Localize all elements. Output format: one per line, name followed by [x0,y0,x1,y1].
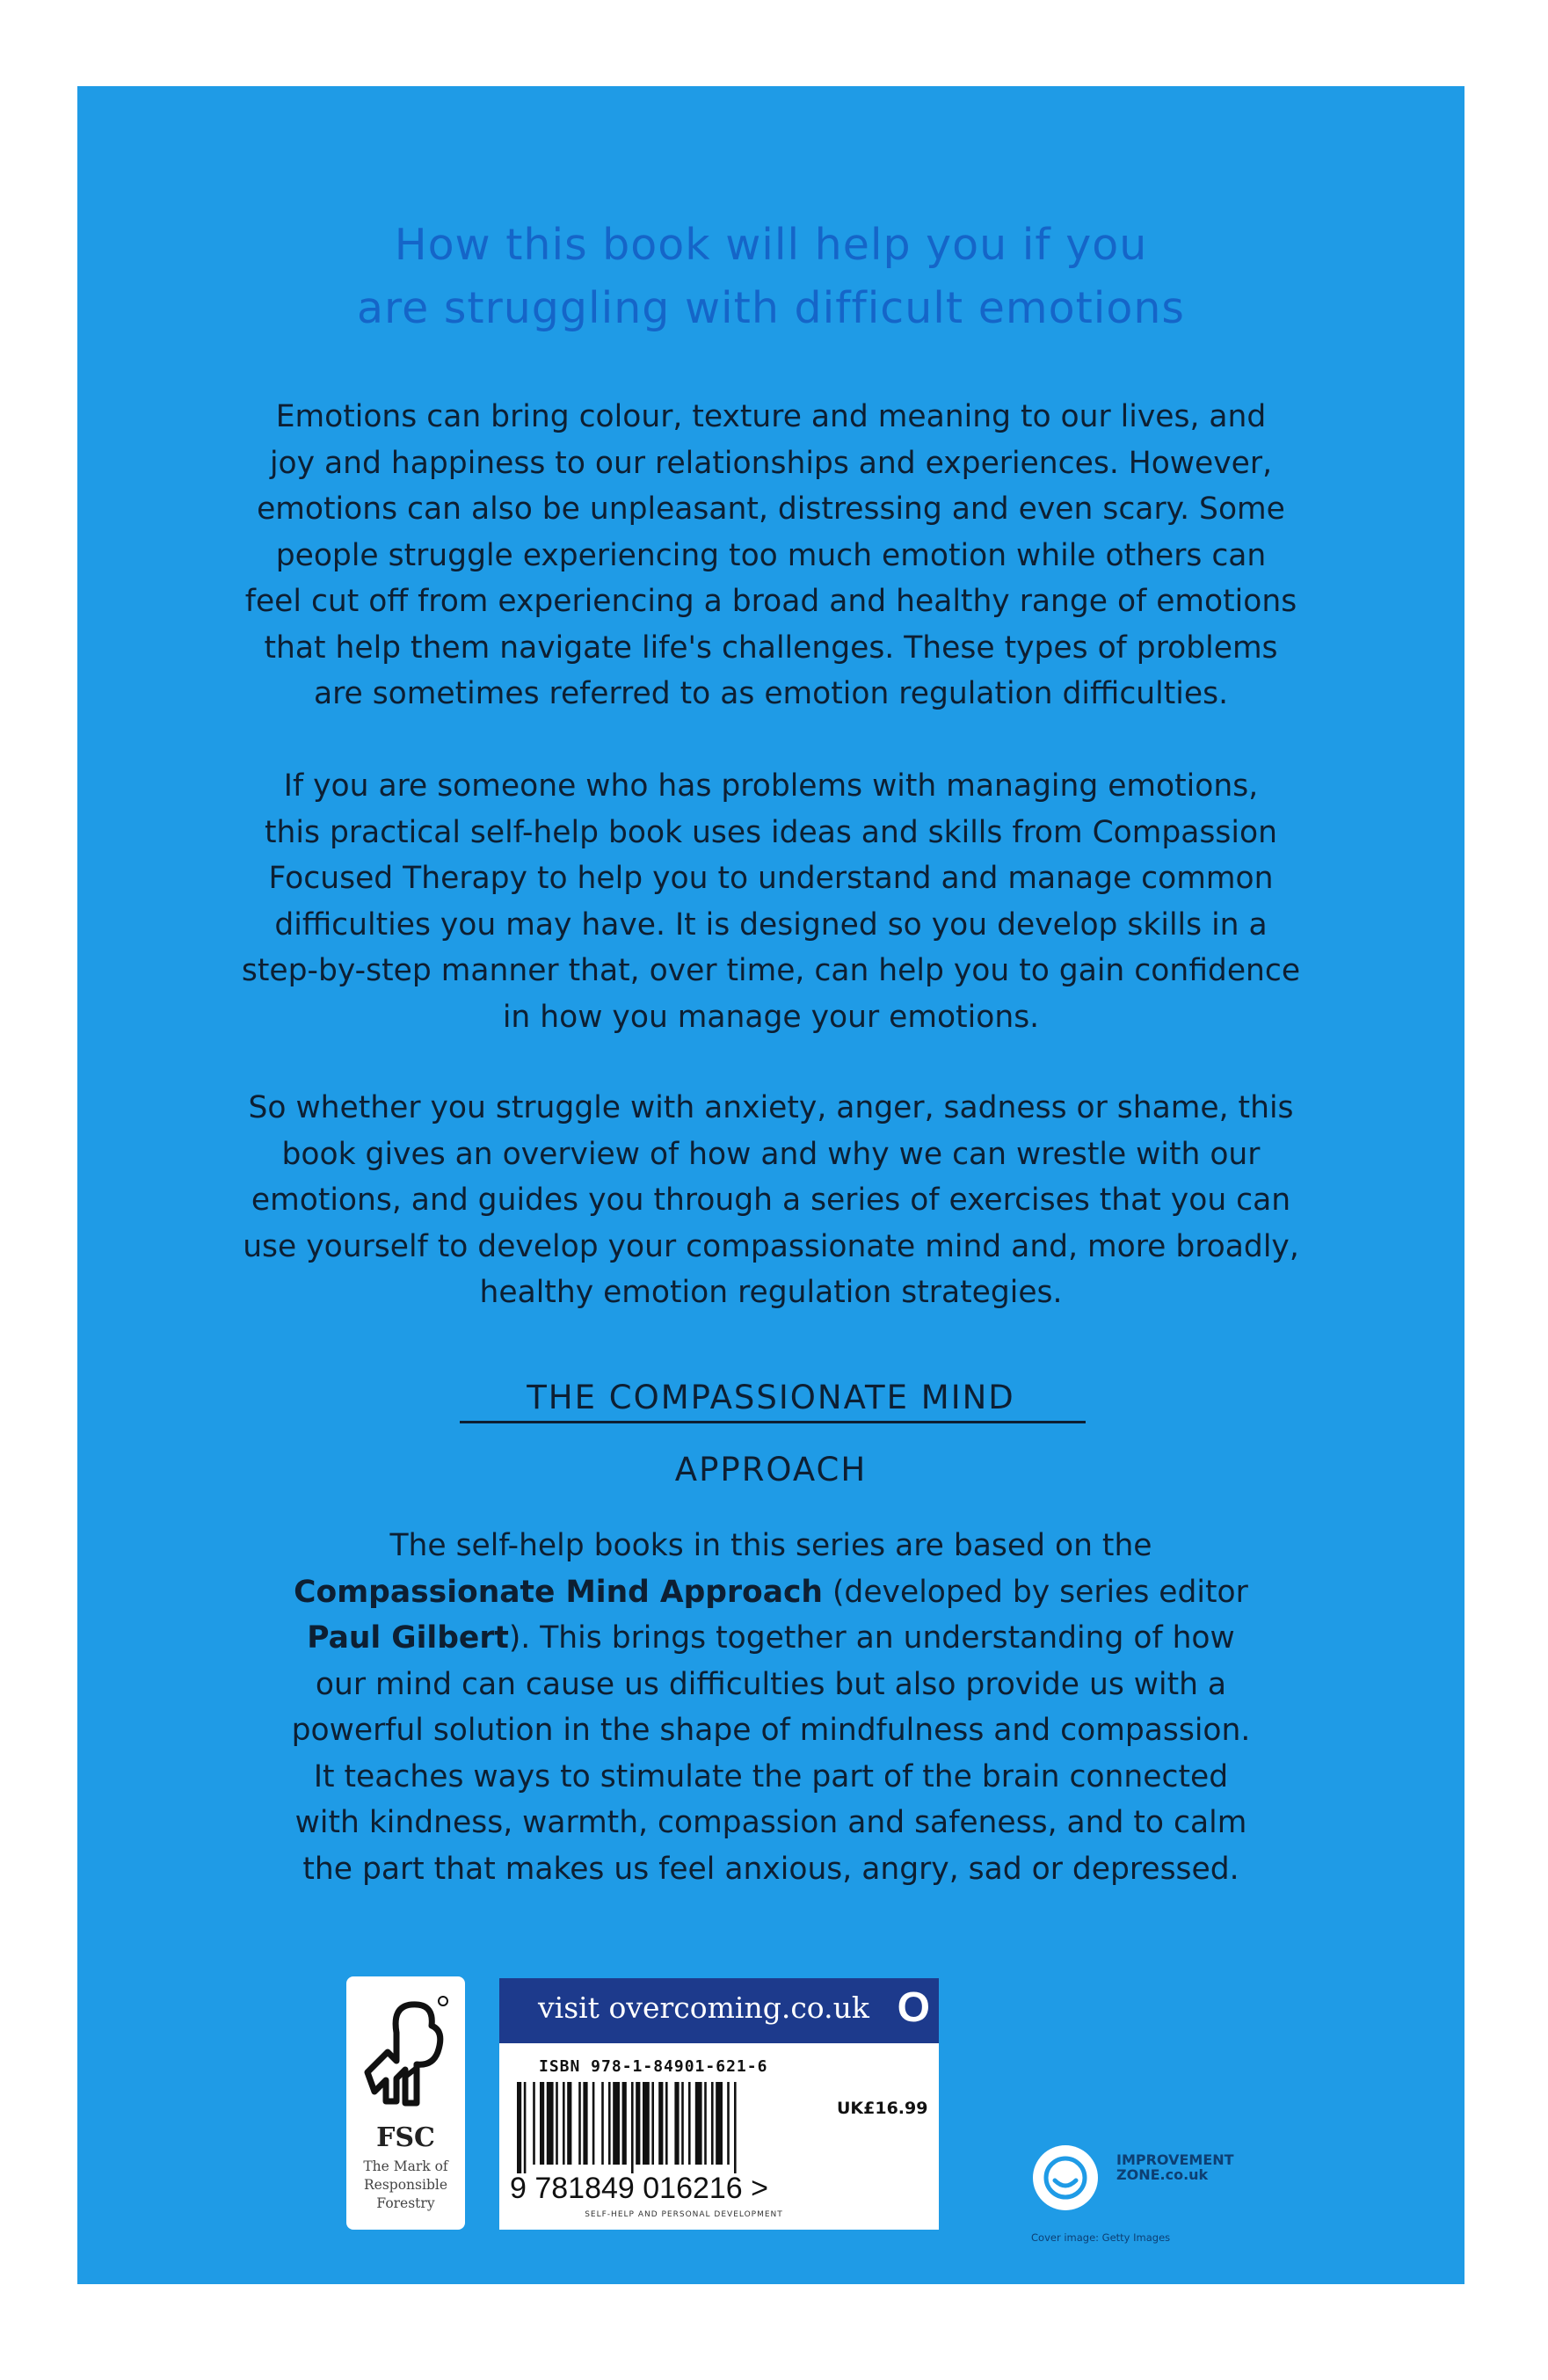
improvement-zone-line: IMPROVEMENT [1116,2151,1234,2168]
paragraph-line: the part that makes us feel anxious, angry, sad or depressed. [302,1851,1239,1887]
barcode-bar [651,2082,654,2165]
paragraph-line: our mind can cause us difficulties but also provide us with a [315,1666,1227,1702]
paragraph-line: If you are someone who has problems with managing emotions, [283,768,1259,804]
paragraph-line: powerful solution in the shape of mindfulness and compassion. [291,1713,1251,1748]
cover-image-credit: Cover image: Getty Images [1031,2231,1171,2244]
paragraph-line-rest: ). This brings together an understanding of how [508,1620,1235,1656]
fsc-mark-text [346,2158,465,2213]
barcode-bar [636,2082,640,2165]
barcode-bar [613,2082,620,2165]
paragraph-line [130,1615,1412,1662]
paragraph-line: Emotions can bring colour, texture and meaning to our lives, and [275,399,1267,434]
price-label: UK£16.99 [837,2099,928,2118]
bold-approach-name: Compassionate Mind Approach [294,1574,823,1610]
improvement-zone-line: ZONE.co.uk [1116,2166,1209,2183]
paragraph-line: step-by-step manner that, over time, can help you to gain confidence [241,953,1301,988]
paragraph-line: feel cut off from experiencing a broad and healthy range of emotions [244,584,1297,619]
fsc-text: FSC [376,2122,435,2153]
barcode-bar [631,2082,634,2173]
barcode-bar [556,2082,558,2165]
paragraph-line: use yourself to develop your compassionate mind and, more broadly, [243,1228,1299,1264]
paragraph-1 [130,394,1412,717]
heading-line-1: How this book will help you if you [394,220,1148,270]
barcode-bar [716,2082,723,2165]
bold-editor-name: Paul Gilbert [307,1620,509,1656]
barcode-bar [533,2082,535,2165]
barcode-bar [695,2082,702,2165]
paragraph-line [130,1569,1412,1616]
barcode-bar [517,2082,521,2173]
heading-line-2: are struggling with difficult emotions [357,283,1185,333]
improvement-zone-logo-icon [1031,2143,1100,2212]
barcode-bar [658,2082,663,2165]
barcode-bar [567,2082,571,2165]
paragraph-line: emotions can also be unpleasant, distressing and even scary. Some [257,491,1285,527]
barcode-bar [674,2082,679,2165]
barcode-bar [601,2082,604,2165]
barcode-bar [563,2082,565,2165]
publisher-mark: O [897,1984,930,2031]
barcode-bar [622,2082,627,2165]
barcode-bar [583,2082,587,2165]
fsc-tree-icon [357,1989,454,2116]
paragraph-line: difficulties you may have. It is designed so you develop skills in a [274,906,1268,943]
fsc-mark-line: Responsible [364,2177,447,2193]
category-text: SELF-HELP AND PERSONAL DEVELOPMENT [585,2210,783,2219]
paragraph-line: emotions, and guides you through a series of exercises that you can [251,1183,1291,1218]
paragraph-line: that help them navigate life's challenges. These types of problems [264,630,1278,666]
barcode-bar [681,2082,684,2165]
cover-heading [77,214,1464,340]
paragraph-line: healthy emotion regulation strategies. [479,1275,1063,1310]
barcode-bar [704,2082,707,2165]
barcode-bar [524,2082,527,2173]
paragraph-line: are sometimes referred to as emotion regulation difficulties. [313,676,1229,711]
barcode-bar [540,2082,544,2165]
barcode-bar [688,2082,691,2165]
visit-bar [499,1978,939,2043]
barcode-bar [711,2082,714,2165]
visit-url[interactable]: visit overcoming.co.uk [538,1991,869,2025]
paragraph-line: Focused Therapy to help you to understand and manage common [268,861,1274,896]
barcode-bar [592,2082,595,2165]
paragraph-line: in how you manage your emotions. [502,999,1040,1035]
paragraph-line: So whether you struggle with anxiety, anger, sadness or shame, this [248,1090,1294,1125]
series-title-line-1: THE COMPASSIONATE MIND [527,1379,1015,1416]
paragraph-3 [130,1085,1412,1316]
paragraph-4 [130,1523,1412,1892]
barcode-bar [547,2082,554,2165]
series-divider [460,1421,1086,1423]
barcode-bar [727,2082,730,2165]
paragraph-line: with kindness, warmth, compassion and safeness, and to calm [294,1805,1247,1840]
paragraph-line: book gives an overview of how and why we can wrestle with our [281,1136,1261,1172]
paragraph-line: people struggle experiencing too much emotion while others can [275,537,1267,573]
paragraph-line: The self-help books in this series are based on the [389,1528,1152,1563]
barcode-bar [608,2082,611,2165]
barcode-bar [734,2082,737,2173]
paragraph-2 [130,763,1412,1040]
paragraph-line: It teaches ways to stimulate the part of the brain connected [313,1758,1229,1794]
fsc-mark-line: Forestry [376,2195,435,2211]
isbn-text: ISBN 978-1-84901-621-6 [539,2057,768,2076]
fsc-label [346,1976,465,2230]
fsc-mark-line: The Mark of [363,2158,448,2174]
paragraph-line: this practical self-help book uses ideas and skills from Compassion [265,814,1277,850]
improvement-zone-text [1116,2152,1234,2182]
barcode-panel [499,1978,939,2230]
barcode-bar [578,2082,581,2165]
paragraph-line-rest: (developed by series editor [823,1574,1248,1610]
series-title-line-2: APPROACH [674,1451,868,1488]
barcode-bar [665,2082,668,2165]
barcode-bar [643,2082,650,2165]
barcode-digits: 9 781849 016216 > [510,2172,769,2205]
barcode-icon [513,2082,830,2173]
paragraph-line: joy and happiness to our relationships and experiences. However, [269,445,1273,481]
back-cover [77,86,1464,2284]
